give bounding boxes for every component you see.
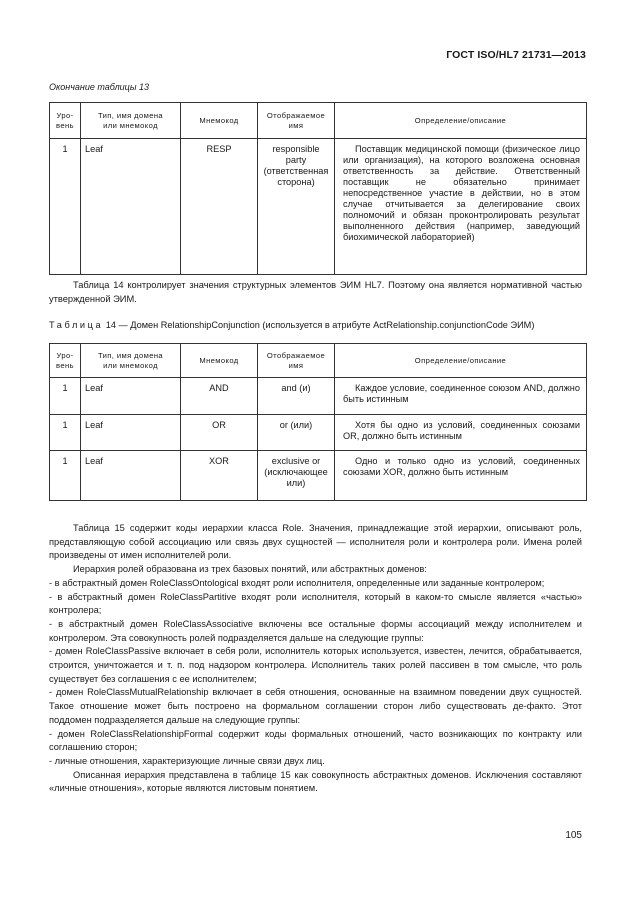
list-item: - в абстрактный домен RoleClassPartitive входят роли исполнителя, который в каком-то смысле является «частью» контролера;: [49, 591, 582, 616]
cell-display: exclusive or (исключающее или): [258, 451, 335, 501]
col-header-definition: Определение/описание: [335, 103, 587, 139]
table13-header-row: [50, 103, 587, 139]
body-paragraph: Иерархия ролей образована из трех базовых понятий, или абстрактных доменов:: [73, 564, 427, 575]
table-row: [50, 378, 587, 415]
cell-display: responsible party (ответственная сторона): [258, 139, 335, 275]
col-header-level: Уро- вень: [50, 344, 81, 378]
cell-level: 1: [50, 415, 81, 451]
cell-level: 1: [50, 378, 81, 415]
table14-header-row: [50, 344, 587, 378]
col-header-display: Отображаемое имя: [258, 103, 335, 139]
cell-level: 1: [50, 451, 81, 501]
col-header-type: Тип, имя домена или мнемокод: [81, 103, 181, 139]
list-item: - личные отношения, характеризующие личные связи двух лиц.: [49, 755, 325, 766]
cell-mnemonic: XOR: [181, 451, 258, 501]
page-number: 105: [565, 830, 582, 841]
cell-definition: Каждое условие, соединенное союзом AND, должно быть истинным: [335, 378, 587, 415]
col-header-definition: Определение/описание: [335, 344, 587, 378]
cell-mnemonic: AND: [181, 378, 258, 415]
cell-mnemonic: RESP: [181, 139, 258, 275]
cell-display: or (или): [258, 415, 335, 451]
table-row: [50, 415, 587, 451]
col-header-level: Уро- вень: [50, 103, 81, 139]
cell-type: Leaf: [81, 139, 181, 275]
list-item: - домен RoleClassMutualRelationship включает в себя отношения, основанные на взаимном поведении двух сущностей. Такое отношение может быть построено на формальном соглашении сторон либо существовать де-факто. Этот поддомен подразделяется дальше на следующие группы:: [49, 687, 582, 725]
cell-level: 1: [50, 139, 81, 275]
list-item: - домен RoleClassRelationshipFormal содержит коды формальных отношений, часто возникающих по контракту или соглашению сторон;: [49, 728, 582, 753]
list-item: - домен RoleClassPassive включает в себя роли, исполнитель которых используется, известен, лечится, обрабатывается, строится, уничтожается и т. п. под надзором контролера. Исполнитель таких ролей пассивен в том смысле, что роль существует без соглашения с ее исполнителем;: [49, 646, 582, 684]
cell-mnemonic: OR: [181, 415, 258, 451]
col-header-mnemonic: Мнемокод: [181, 103, 258, 139]
table13: [49, 102, 587, 275]
body-text: [49, 522, 582, 796]
list-item: - в абстрактный домен RoleClassOntological входят роли исполнителя, определенные или заданные контролером;: [49, 577, 545, 588]
cell-type: Leaf: [81, 378, 181, 415]
table14: [49, 343, 587, 501]
standard-header: ГОСТ ISO/HL7 21731—2013: [446, 49, 586, 61]
col-header-display: Отображаемое имя: [258, 344, 335, 378]
col-header-mnemonic: Мнемокод: [181, 344, 258, 378]
cell-type: Leaf: [81, 415, 181, 451]
table14-caption: Таблица 14 — Домен RelationshipConjunction (используется в атрибуте ActRelationship.conjunctionCode ЭИМ): [49, 320, 535, 330]
cell-definition: Одно и только одно из условий, соединенных союзами XOR, должно быть истинным: [335, 451, 587, 501]
col-header-type: Тип, имя домена или мнемокод: [81, 344, 181, 378]
body-paragraph: Описанная иерархия представлена в таблице 15 как совокупность абстрактных доменов. Исключения составляют «личные отношения», которые являются листовым понятием.: [49, 769, 582, 794]
table13-caption: Окончание таблицы 13: [49, 82, 149, 92]
table-row: [50, 139, 587, 275]
cell-type: Leaf: [81, 451, 181, 501]
cell-definition: Хотя бы одно из условий, соединенных союзами OR, должно быть истинным: [335, 415, 587, 451]
list-item: - в абстрактный домен RoleClassAssociative включены все остальные формы ассоциаций между исполнителем и контролером. Эта совокупность ролей подразделяется дальше на следующие группы:: [49, 618, 582, 643]
body-paragraph: Таблица 15 содержит коды иерархии класса Role. Значения, принадлежащие этой иерархии, описывают роль, представляющую собой ассоциацию или связь двух сущностей — исполнителя роли и контролера роли. Имена ролей произведены от имен исполнителей роли.: [49, 523, 582, 561]
intro-table14-paragraph: Таблица 14 контролирует значения структурных элементов ЭИМ HL7. Поэтому она является нормативной частью утвержденной ЭИМ.: [49, 280, 582, 304]
cell-display: and (и): [258, 378, 335, 415]
table-row: [50, 451, 587, 501]
cell-definition: Поставщик медицинской помощи (физическое лицо или организация), на которого возложена основная ответственность за действие. Ответственный поставщик не обязательно принимает непосредственное участие в действии, но в этом случае отчитывается за делегирование своих полномочий и обязан проконтролировать результат выполненного действия (например, заведующий биохимической лабораторией): [335, 139, 587, 275]
